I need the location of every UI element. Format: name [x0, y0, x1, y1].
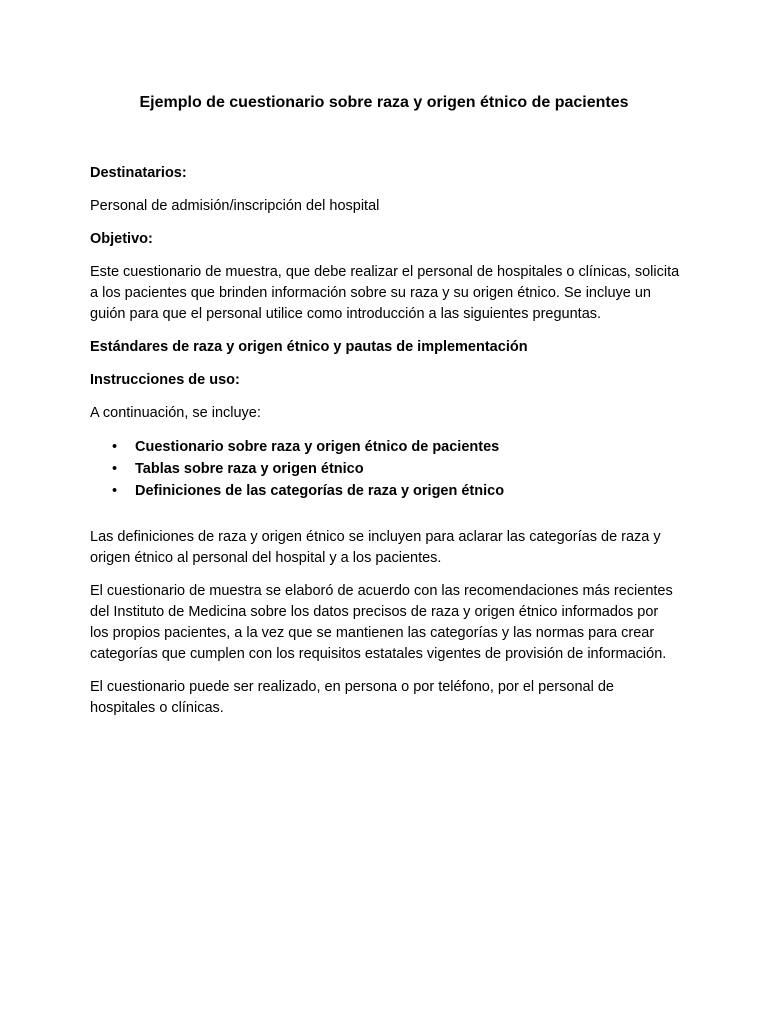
objective-text: Este cuestionario de muestra, que debe realizar el personal de hospitales o clínicas, solicita a los pacientes que brinden información sobre su raza y su origen étnico. Se incluye un guión para que el personal utilice como introducción a las siguientes preguntas.: [90, 264, 680, 322]
instructions-heading: Instrucciones de uso:: [90, 372, 240, 388]
document-title: Ejemplo de cuestionario sobre raza y origen étnico de pacientes: [139, 94, 629, 111]
included-items-list: [90, 436, 680, 502]
recipients-text: Personal de admisión/inscripción del hospital: [90, 198, 380, 214]
bullet-icon: •: [112, 483, 118, 499]
bullet-icon: •: [112, 461, 118, 477]
list-item-text: Definiciones de las categorías de raza y origen étnico: [135, 483, 505, 499]
recipients-heading: Destinatarios:: [90, 165, 187, 181]
sample-paragraph: El cuestionario de muestra se elaboró de acuerdo con las recomendaciones más recientes del Instituto de Medicina sobre los datos precisos de raza y origen étnico informados por los propios pacientes, a la vez que se mantienen las categorías y las normas para crear categorías que cumplen con los requisitos estatales vigentes de provisión de información.: [90, 583, 673, 662]
list-item-text: Cuestionario sobre raza y origen étnico de pacientes: [135, 439, 500, 455]
objective-heading: Objetivo:: [90, 231, 153, 247]
list-item: [90, 480, 680, 502]
standards-heading: Estándares de raza y origen étnico y pautas de implementación: [90, 339, 528, 355]
administration-paragraph: El cuestionario puede ser realizado, en persona o por teléfono, por el personal de hospitales o clínicas.: [90, 679, 614, 716]
bullet-icon: •: [112, 439, 118, 455]
list-item: [90, 458, 680, 480]
list-item: [90, 436, 680, 458]
document-body: [90, 163, 680, 731]
definitions-paragraph: Las definiciones de raza y origen étnico se incluyen para aclarar las categorías de raza y origen étnico al personal del hospital y a los pacientes.: [90, 529, 661, 566]
instructions-intro: A continuación, se incluye:: [90, 405, 261, 421]
list-item-text: Tablas sobre raza y origen étnico: [135, 461, 364, 477]
